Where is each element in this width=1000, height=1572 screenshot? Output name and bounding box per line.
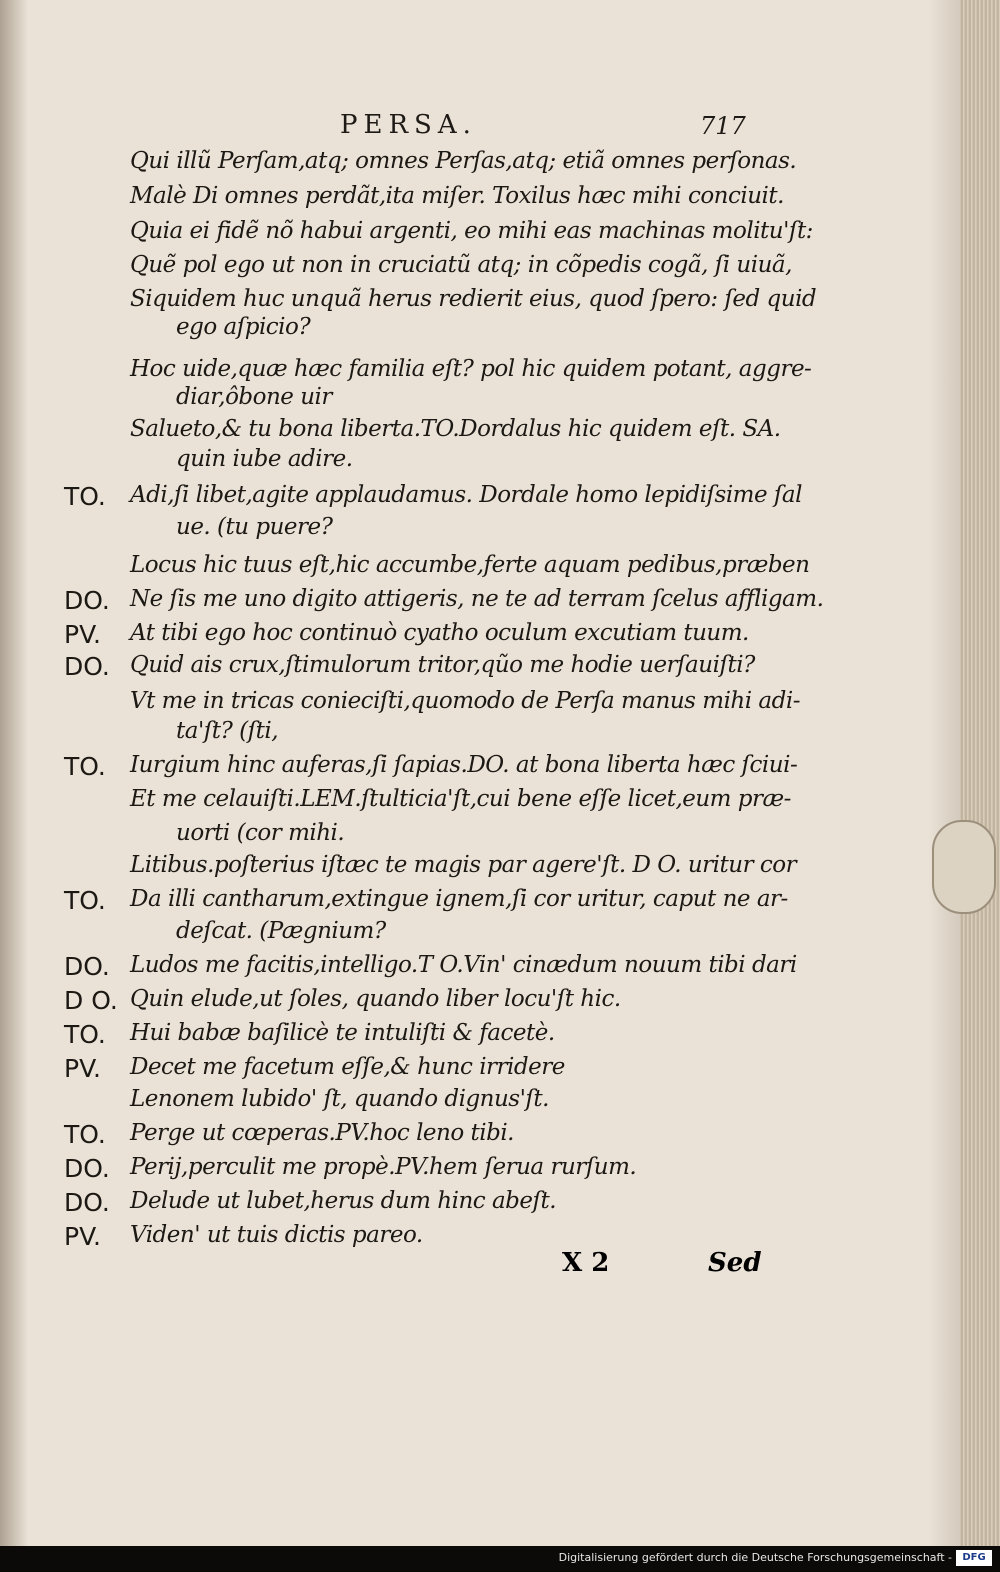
running-head: PERSA.: [340, 110, 477, 140]
speaker-label: PV.: [64, 1054, 101, 1083]
page-number: 717: [700, 112, 746, 140]
line-text: Quia ei fidẽ nõ habui argenti, eo mihi eas machinas molitu'ſt:: [130, 218, 813, 244]
speaker-label: TO.: [64, 886, 106, 915]
line-text: diar,ôbone uir: [176, 384, 332, 410]
line-text: quin iube adire.: [176, 446, 353, 472]
signature-mark: X 2: [562, 1248, 610, 1278]
line-text: Quid ais crux,ſtimulorum tritor,qũo me hodie uerſauiſti?: [130, 652, 755, 678]
speaker-label: TO.: [64, 1120, 106, 1149]
line-text: Viden' ut tuis dictis pareo.: [130, 1222, 423, 1248]
line-text: uorti (cor mihi.: [176, 820, 345, 846]
line-text: ego aſpicio?: [176, 314, 311, 340]
dfg-logo: DFG: [956, 1550, 992, 1566]
speaker-label: DO.: [64, 952, 110, 981]
line-text: Quin elude,ut ſoles, quando liber locu'ſt hic.: [130, 986, 621, 1012]
speaker-label: TO.: [64, 482, 106, 511]
line-text: Ne ſis me uno digito attigeris, ne te ad terram ſcelus affligam.: [130, 586, 824, 612]
line-text: Siquidem huc unquã herus redierit eius, quod ſpero: ſed quid: [130, 286, 817, 312]
line-text: Da illi cantharum,extingue ignem,ſi cor uritur, caput ne ar-: [130, 886, 788, 912]
speaker-label: DO.: [64, 652, 110, 681]
line-text: Adi,ſi libet,agite applaudamus. Dordale homo lepidiſsime ſal: [130, 482, 802, 508]
line-text: Hoc uide,quæ hæc familia eſt? pol hic quidem potant, aggre-: [130, 356, 812, 382]
speaker-label: DO.: [64, 586, 110, 615]
line-text: deſcat. (Pægnium?: [176, 918, 386, 944]
line-text: Iurgium hinc auferas,ſi ſapias.DO. at bona liberta hæc ſciui-: [130, 752, 798, 778]
line-text: Locus hic tuus eſt,hic accumbe,ferte aquam pedibus,præben: [130, 552, 810, 578]
line-text: At tibi ego hoc continuò cyatho oculum excutiam tuum.: [130, 620, 749, 646]
line-text: Delude ut lubet,herus dum hinc abeſt.: [130, 1188, 557, 1214]
speaker-label: TO.: [64, 752, 106, 781]
line-text: Salueto,& tu bona liberta.TO.Dordalus hic quidem eſt. SA.: [130, 416, 781, 442]
line-text: Et me celauiſti.LEM.ſtulticia'ſt,cui bene eſſe licet,eum præ-: [130, 786, 791, 812]
line-text: Quẽ pol ego ut non in cruciatũ atq; in cõpedis cogã, ſi uiuã,: [130, 252, 792, 278]
speaker-label: PV.: [64, 620, 101, 649]
clasp-tab: [932, 820, 996, 914]
footer-credit: Digitalisierung gefördert durch die Deutsche Forschungsgemeinschaft -: [558, 1551, 952, 1564]
line-text: Vt me in tricas conieciſti,quomodo de Perſa manus mihi adi-: [130, 688, 800, 714]
line-text: Hui babæ baſilicè te intuliſti & facetè.: [130, 1020, 555, 1046]
line-text: ta'ſt? (ſti,: [176, 718, 279, 744]
line-text: Litibus.poſterius iſtæc te magis par agere'ſt. D O. uritur cor: [130, 852, 797, 878]
line-text: Qui illũ Perſam,atq; omnes Perſas,atq; etiã omnes perſonas.: [130, 148, 797, 174]
line-text: Lenonem lubido' ſt, quando dignus'ſt.: [130, 1086, 549, 1112]
speaker-label: DO.: [64, 1154, 110, 1183]
speaker-label: DO.: [64, 1188, 110, 1217]
speaker-label: TO.: [64, 1020, 106, 1049]
line-text: Ludos me facitis,intelligo.T O.Vin' cinædum nouum tibi dari: [130, 952, 797, 978]
line-text: ue. (tu puere?: [176, 514, 333, 540]
speaker-label: D O.: [64, 986, 118, 1015]
page-edges: [960, 0, 1000, 1546]
line-text: Perge ut cœperas.PV.hoc leno tibi.: [130, 1120, 514, 1146]
speaker-label: PV.: [64, 1222, 101, 1251]
catchword: Sed: [708, 1248, 762, 1278]
line-text: Decet me facetum eſſe,& hunc irridere: [130, 1054, 565, 1080]
line-text: Perij,perculit me propè.PV.hem ſerua rurſum.: [130, 1154, 637, 1180]
line-text: Malè Di omnes perdãt,ita miſer. Toxilus hæc mihi conciuit.: [130, 183, 784, 209]
